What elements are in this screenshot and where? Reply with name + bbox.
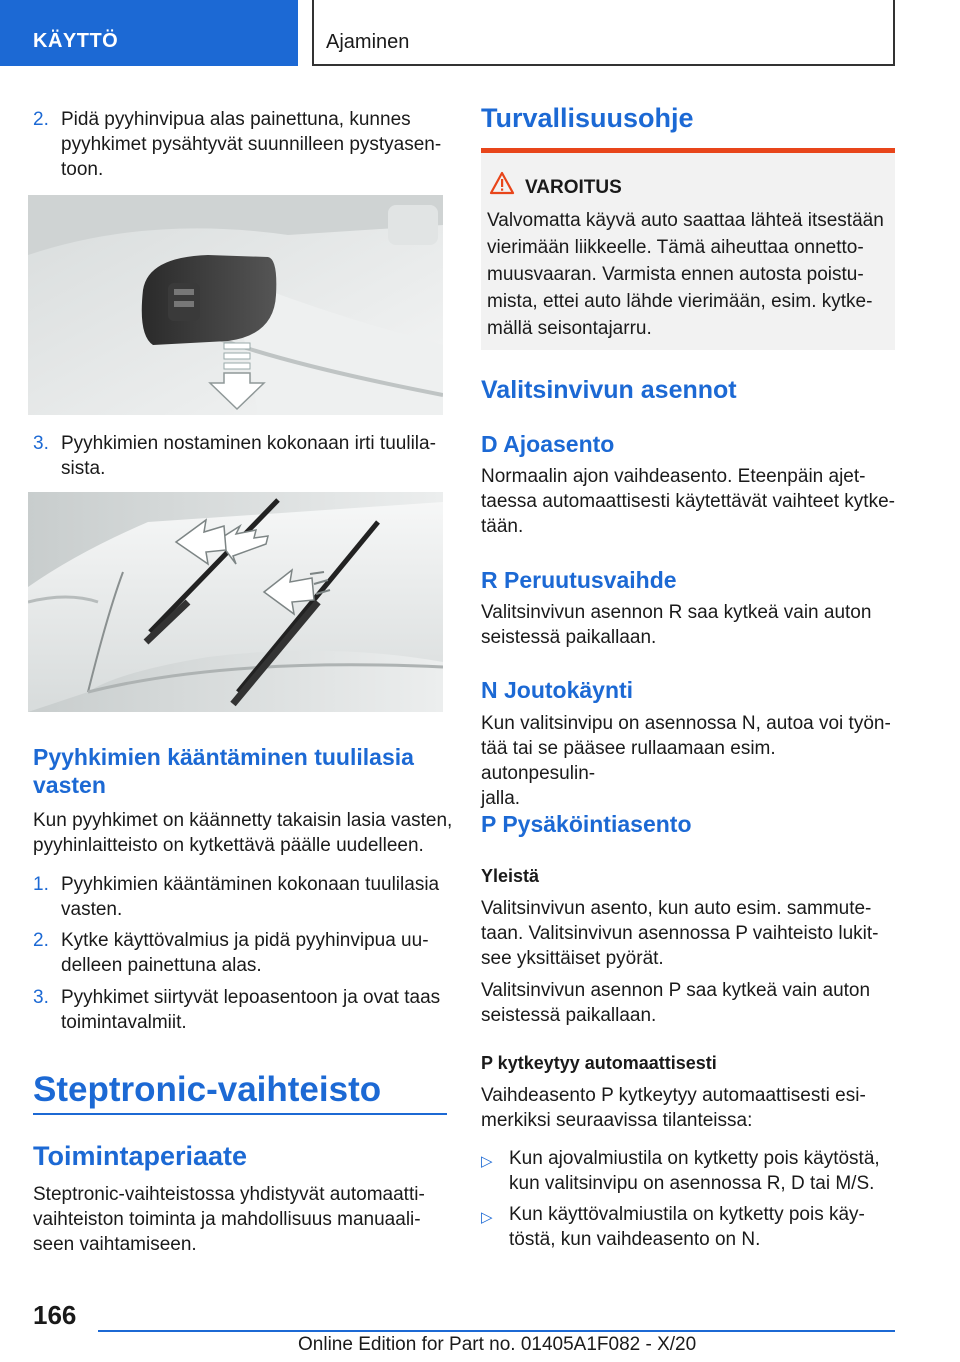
- step-text: pyyhkimet pysähtyvät suunnilleen pystyasen-: [61, 134, 442, 155]
- step-text: sista.: [61, 458, 106, 479]
- general-paragraph: Valitsinvivun asento, kun auto esim. sammute- taan. Valitsinvivun asennossa P vaihteisto lukit- see yksittäiset pyörät.: [481, 898, 879, 969]
- auto-paragraph: Vaihdeasento P kytkeytyy automaattisesti esi- merkiksi seuraavissa tilanteissa:: [481, 1085, 866, 1131]
- step-text: toon.: [61, 159, 104, 180]
- section-tab: [0, 0, 298, 66]
- steptronic-heading: Steptronic-vaihteisto: [33, 1070, 382, 1109]
- chapter-title: Ajaminen: [326, 31, 410, 53]
- d-heading: D Ajoasento: [481, 431, 615, 457]
- general-paragraph-2: Valitsinvivun asennon P saa kytkeä vain auton seistessä paikallaan.: [481, 980, 871, 1026]
- fold-paragraph: Kun pyyhkimet on käännetty takaisin lasia vasten, pyyhinlaitteisto on kytkettävä päälle uudelleen.: [33, 810, 453, 856]
- d-paragraph: Normaalin ajon vaihdeasento. Eteenpäin ajet- taessa automaattisesti käytettävät vaihteet kytke- tään.: [481, 466, 895, 537]
- principle-paragraph: Steptronic-vaihteistossa yhdistyvät automaatti- vaihteiston toiminta ja mahdollisuus manuaali- seen vaihtamiseen.: [33, 1184, 425, 1255]
- n-paragraph: Kun valitsinvipu on asennossa N, autoa voi työn- tää tai se pääsee rullaamaan esim. autonpesulin- jalla.: [481, 713, 891, 809]
- principle-heading: Toimintaperiaate: [33, 1141, 248, 1171]
- step-text: Pyyhkimien nostaminen kokonaan irti tuulila-: [61, 433, 436, 454]
- general-heading: Yleistä: [481, 866, 540, 886]
- warning-triangle-icon: [489, 171, 515, 195]
- step-number: 1.: [33, 874, 49, 895]
- step-number: 3.: [33, 433, 49, 454]
- r-heading: R Peruutusvaihde: [481, 567, 677, 593]
- footer-divider: [98, 1330, 895, 1332]
- section-divider: [33, 1113, 447, 1115]
- n-heading: N Joutokäynti: [481, 677, 634, 703]
- selector-heading: Valitsinvivun asennot: [481, 376, 737, 404]
- windshield-wipers-figure: [28, 492, 443, 712]
- chapter-tab: [312, 0, 895, 66]
- warning-text: Valvomatta käyvä auto saattaa lähteä itsestään vierimään liikkeelle. Tämä aiheuttaa onnetto- muusvaaran. Varmista ennen autosta poistu- mista, ettei auto lähde vierimään, esim. kytke- mällä seisontajarru.: [487, 210, 884, 339]
- wiper-lever-figure: [28, 195, 443, 415]
- fold-heading: Pyyhkimien kääntäminen tuulilasia vasten: [33, 744, 414, 798]
- page-number: 166: [33, 1300, 77, 1330]
- safety-heading: Turvallisuusohje: [481, 103, 694, 133]
- r-paragraph: Valitsinvivun asennon R saa kytkeä vain auton seistessä paikallaan.: [481, 602, 872, 648]
- step-number: 2.: [33, 930, 49, 951]
- section-title: KÄYTTÖ: [33, 30, 119, 52]
- step-number: 2.: [33, 109, 49, 130]
- bullet-triangle-icon: ▷: [481, 1153, 493, 1170]
- step-text: Pidä pyyhinvipua alas painettuna, kunnes: [61, 109, 411, 130]
- footer-edition: Online Edition for Part no. 01405A1F082 - X/20: [298, 1334, 697, 1355]
- auto-heading: P kytkeytyy automaattisesti: [481, 1053, 717, 1073]
- bullet-triangle-icon: ▷: [481, 1209, 493, 1226]
- warning-box: [481, 148, 895, 350]
- wiper-lever-illustration: [28, 195, 443, 415]
- warning-title: VAROITUS: [525, 177, 622, 198]
- windshield-wipers-illustration: [28, 492, 443, 712]
- p-heading: P Pysäköintiasento: [481, 811, 692, 837]
- step-number: 3.: [33, 987, 49, 1008]
